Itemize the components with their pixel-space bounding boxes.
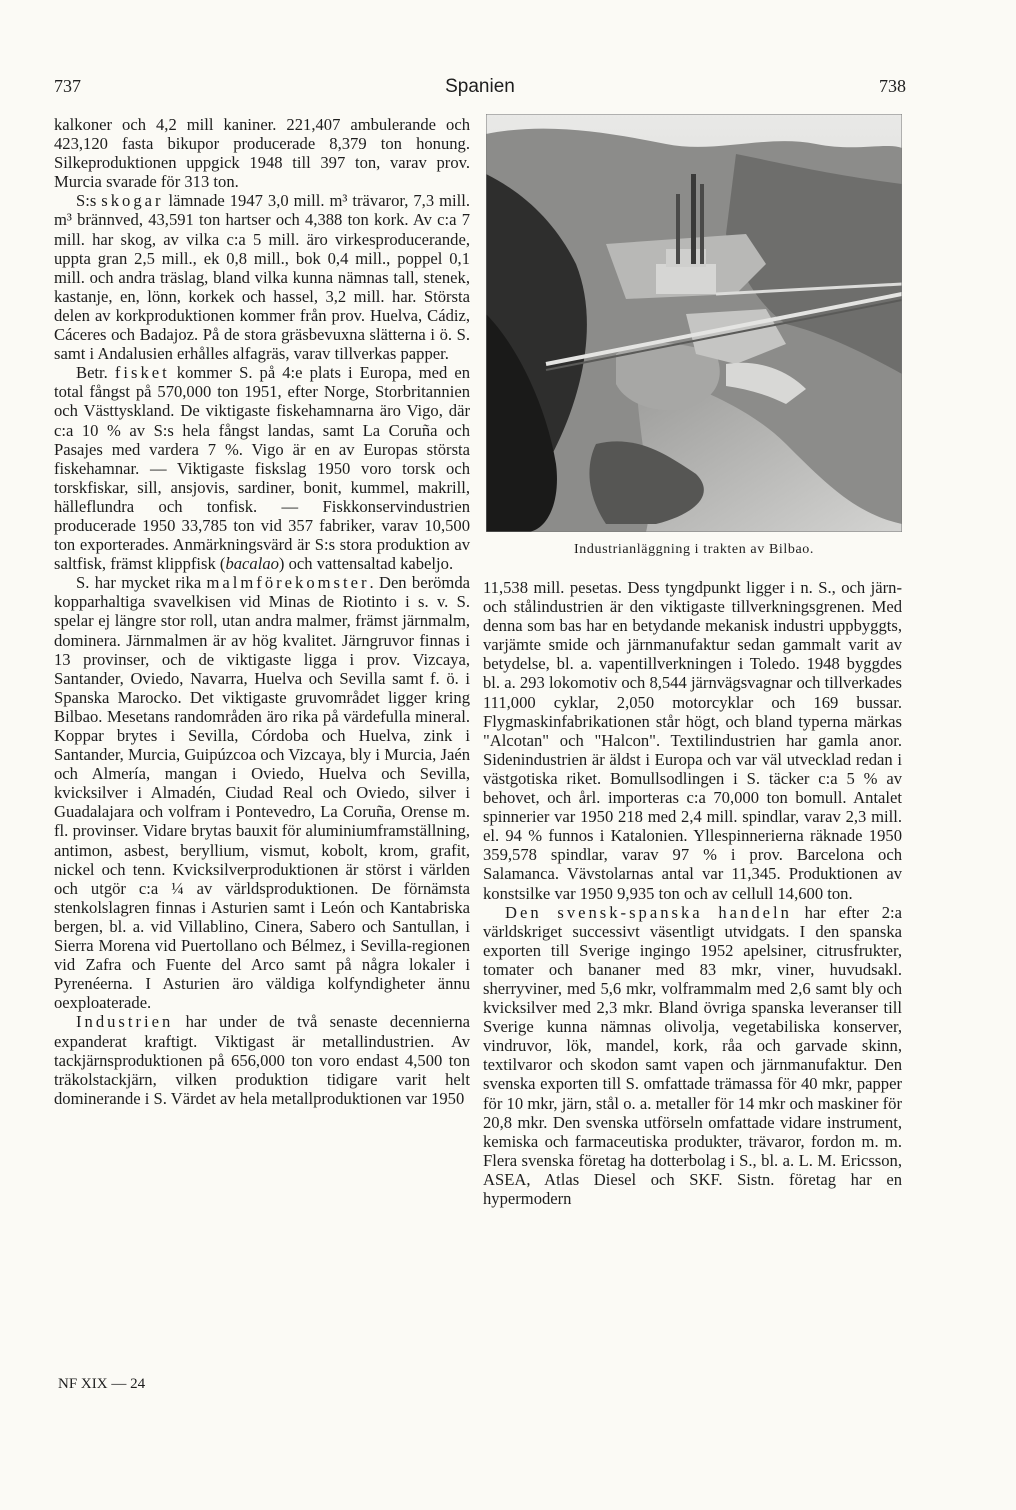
keyword-skogar: skogar [101,191,164,211]
paragraph-forestry: S:s skogar lämnade 1947 3,0 mill. m³ trävaror, 7,3 mill. m³ brännved, 43,591 ton hartser och 4,388 ton kork. Av c:a 7 mill. har skog, av vilka c:a 5 mill. äro virkesproducerande, uppta gran 2,5 mill., ek 0,8 mill., bok 0,4 mill., poppel 0,1 mill. och andra träslag, bland vilka kunna nämnas tall, stenek, kastanje, en, lönn, korkek och hassel, 3,2 mill. har. Största delen av korkproduktionen kommer från prov. Huelva, Cádiz, Cáceres och Badajoz. På de stora gräsbevuxna slätterna i ö. S. samt i Andalusien erhålles alfagräs, varav tillverkas papper. [54,191,470,364]
keyword-fisket: fisket [114,363,170,383]
paragraph-metal-industry: 11,538 mill. pesetas. Dess tyngdpunkt ligger i n. S., och järn- och stålindustrien är den viktigaste tillverkningsgrenen. Med denna som bas har en betydande mekanisk industri uppbyggts, varjämte smide och järnmanufaktur sedan gammalt varit av betydelse, bl. a. vapentillverkningen i Toledo. 1948 byggdes bl. a. 293 lokomotiv och 8,544 järnvägsvagnar och tillverkades 111,000 cyklar, 2,050 motorcyklar och 169 bussar. Flygmaskinfabrikationen står högt, och bland typerna märkas "Alcotan" och "Halcon". Textilindustrien har gamla anor. Sidenindustrien är äldst i Europa och var väl utvecklad redan i västgotiska riket. Bomullsodlingen i S. täcker c:a 5 % av behovet, och årl. importeras c:a 70,000 ton bomull. Antalet spinnerier var 1950 218 med 2,4 mill. spindlar, varav 2,3 mill. el. 94 % funnos i Katalonien. Yllespinnerierna räknade 1950 359,578 spindlar, varav 97 % i prov. Barcelona och Salamanca. Vävstolarnas antal var 11,345. Produktionen av konstsilke var 1950 9,935 ton och av cellull 14,600 ton. [483,578,902,903]
keyword-malmforekomster: malmförekomster [206,573,370,593]
signature-mark: NF XIX — 24 [58,1376,146,1392]
page-number-left: 737 [54,76,81,96]
keyword-industrien: Industrien [76,1012,174,1032]
industrial-plant-photo [486,114,902,532]
italic-bacalao: bacalao [225,554,279,574]
right-column [483,578,902,1208]
paragraph-swedish-spanish-trade: Den svensk-spanska handeln har efter 2:a världskriget successivt väsentligt utvidgats. I den spanska exporten till Sverige ingingo 1952 apelsiner, citrusfrukter, tomater och bananer med 83 mkr, viner, huvudsakl. sherryviner, med 5,6 mkr, volframmalm med 2,6 samt bly och kvicksilver med 2,3 mkr. Bland övriga spanska leveranser till Sverige kunna nämnas olivolja, vegetabiliska konserver, vindruvor, lök, mandel, kork, råa och garvade skinn, textilvaror och skodon samt vapen och järnmanufaktur. Den svenska exporten till S. omfattade trämassa för 40 mkr, papper för 10 mkr, järn, stål o. a. metaller för 14 mkr och maskiner för 20,8 mkr. Den svenska utförseln omfattade vidare instrument, kemiska och farmaceutiska produkter, trävaror, fordon m. m. Flera svenska företag ha dotterbolag i S., bl. a. L. M. Ericsson, ASEA, Atlas Diesel och SKF. Sistn. företag har en hypermodern [483,902,902,1208]
page-header [54,76,906,100]
left-column [54,115,470,1108]
paragraph-livestock: kalkoner och 4,2 mill kaniner. 221,407 ambulerande och 423,120 fasta bikupor producerade 8,379 ton honung. Silkeproduktionen uppgick 1948 till 397 ton, varav prov. Murcia svarade för 313 ton. [54,115,470,192]
running-title: Spanien [445,76,515,97]
paragraph-industry: Industrien har under de två senaste decennierna expanderat kraftigt. Viktigast är metallindustrien. Av tackjärnsproduktionen på 656,000 ton voro endast 4,500 ton träkolstackjärn, vilken produktion tidigare varit helt dominerande i S. Värdet av hela metallproduktionen var 1950 [54,1012,470,1108]
keyword-handeln: Den svensk-spanska handeln [505,902,792,922]
paragraph-minerals: S. har mycket rika malmförekomster. Den berömda kopparhaltiga svavelkisen vid Minas de Riotinto i s. v. S. spelar ej längre stor roll, utan andra malmer, främst järnmalm, dominera. Järnmalmen är av hög kvalitet. Järngruvor finnas i 13 provinser, och de viktigaste ligga i prov. Vizcaya, Santander, Oviedo, Navarra, Huelva och Sevilla samt f. ö. i Spanska Marocko. Det viktigaste gruvområdet ligger kring Bilbao. Mesetans randområden äro rika på värdefulla mineral. Koppar brytes i Sevilla, Córdoba och Huelva, zink i Santander, Murcia, Guipúzcoa och Vizcaya, bly i Murcia, Jaén och Almería, mangan i Oviedo, Huelva och Sevilla, kvicksilver i Almadén, Ciudad Real och Oviedo, silver i Guadalajara och volfram i Pontevedro, La Coruña, Orense m. fl. provinser. Vidare brytas bauxit för aluminiumframställning, antimon, asbest, beryllium, vismut, kobolt, krom, grafit, nickel och tenn. Kvicksilverproduktionen är störst i världen och utgör c:a ¼ av världsproduktionen. De förnämsta stenkolslagren finnas i Asturien samt i León och Kantabriska bergen, bl. a. vid Villablino, Cinera, Sabero och Santullan, i Sierra Morena vid Puertollano och Bélmez, i Sevilla-regionen vid Zafra och Fuente del Arco samt på några lokaler i Pyrenéerna. I Asturien äro väldiga kolfyndigheter ännu oexploaterade. [54,573,470,1013]
page-number-right: 738 [879,76,906,96]
paragraph-fishing: Betr. fisket kommer S. på 4:e plats i Europa, med en total fångst på 570,000 ton 1951, efter Norge, Storbritannien och Västtyskland. De viktigaste fiskehamnarna äro Vigo, där c:a 10 % av S:s hela fångst landas, samt La Coruña och Pasajes med vardera 7 %. Vigo är en av Europas största fiskehamnar. — Viktigaste fiskslag 1950 voro torsk och torskfiskar, sill, ansjovis, sardiner, bonit, kummel, makrill, hälleflundra och tonfisk. — Fiskkonservindustrien producerade 1950 33,785 ton vid 357 fabriker, varav 10,500 ton exporterades. Anmärkningsvärd är S:s stora produktion av saltfisk, främst klippfisk (bacalao) och vattensaltad kabeljo. [54,363,471,574]
figure [486,114,902,558]
figure-caption: Industrianläggning i trakten av Bilbao. [574,542,814,557]
